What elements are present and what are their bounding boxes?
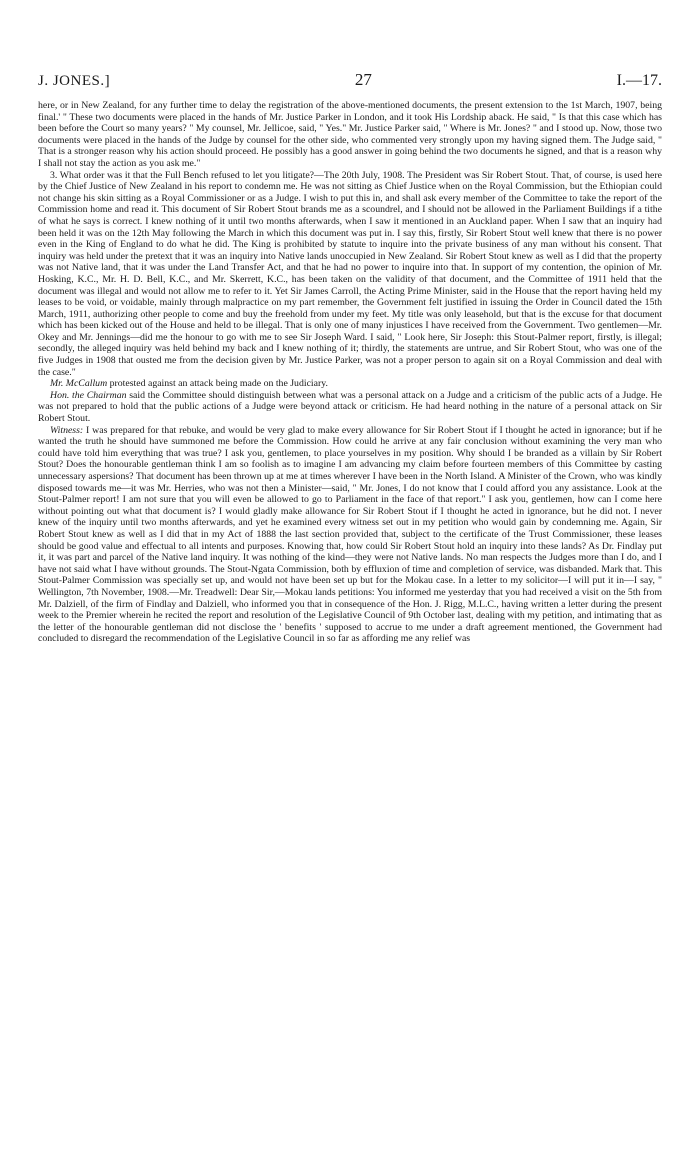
document-body bbox=[38, 100, 662, 645]
running-head-author: J. JONES.] bbox=[38, 73, 111, 89]
paragraph-text: I was prepared for that rebuke, and would be very glad to make every allowance for Sir Robert Stout if I thought he acted in ignorance; but if he wanted the truth he should have summoned me before the Commission. How could he arrive at any fair conclusion without examining the very man who could have told him everything that was true? I ask you, gentlemen, to place yourselves in my position. Why should I be branded as a villain by Sir Robert Stout? Does the honourable gentleman think I am so foolish as to imagine I am advancing my claim before fourteen members of this Committee by casting unnecessary aspersions? That document has been thrown up at me at times wherever I have been in the North Island. A Minister of the Crown, who was kindly disposed towards me—it was Mr. Herries, who was not then a Minister—said, " Mr. Jones, I do not know that I could afford you any assistance. Look at the Stout-Palmer report! I am not sure that you will even be allowed to go to Parliament in the face of that report." I ask you, gentlemen, how can I come here without pointing out what that document is? I would gladly make allowance for Sir Robert Stout if I thought he acted in ignorance, but he did not. I never knew of the inquiry until two months afterwards, and yet he examined every witness set out in my petition who would gain by condemning me. Again, Sir Robert Stout knew as well as I did that in my Act of 1888 the last section provided that, subject to the certificate of the Trust Commissioner, these leases should be good value and effectual to all intents and purposes. Knowing that, how could Sir Robert Stout hold an inquiry into these lands? As Dr. Findlay put it, it was part and parcel of the Native land inquiry. It was nothing of the kind—they were not Native lands. No man respects the Judges more than I do, and I have not said what I have without grounds. The Stout-Ngata Commission, both by effluxion of time and completion of service, was disbanded. Mark that. This Stout-Palmer Commission was specially set up, and would not have been set up but for the Mokau case. In a letter to my solicitor—I will put it in—I say, " Wellington, 7th November, 1908.—Mr. Treadwell: Dear Sir,—Mokau lands petitions: You informed me yesterday that you had received a visit on the 5th from Mr. Dalziell, of the firm of Findlay and Dalziell, who informed you that in consequence of the Hon. J. Rigg, M.L.C., having written a letter during the present week to the Premier wherein he recited the report and resolution of the Legislative Council of 9th October last, dealing with my petition, and intimating that as the letter of the honourable gentleman did not disclose the ' benefits ' supposed to accrue to me under a draft agreement mentioned, the Government had concluded to disregard the recommendation of the Legislative Council in so far as affording me any relief was bbox=[38, 424, 662, 645]
paragraph bbox=[38, 425, 662, 645]
speaker-name: Witness: bbox=[50, 424, 84, 436]
document-reference: I.—17. bbox=[616, 72, 662, 89]
paragraph bbox=[38, 390, 662, 425]
paragraph-text: protested against an attack being made on the Judiciary. bbox=[107, 378, 328, 390]
paragraph bbox=[38, 100, 662, 170]
speaker-name: Mr. McCallum bbox=[50, 378, 108, 390]
paragraph bbox=[38, 378, 662, 390]
paragraph-text: 3. What order was it that the Full Bench refused to let you litigate?—The 20th July, 1908. The President was Sir Robert Stout. That, of course, is used here by the Chief Justice of New Zealand in his report to condemn me. He was not sitting as Chief Justice when on the Royal Commission, but the Ethiopian could not change his skin sitting as a Royal Commissioner or as a Judge. I wish to put this in, and shall ask every member of the Committee to take the report of the Commission home and read it. This document of Sir Robert Stout brands me as a scoundrel, and I should not be allowed in the Parliament Buildings if a tithe of what he says is correct. I knew nothing of it until two months afterwards, when I saw it mentioned in an Auckland paper. When I saw that an inquiry had been held it was on the 12th May following the March in which this document was put in. I say this, firstly, Sir Robert Stout well knew that there is no power even in the King of England to do what he did. The King is prohibited by statute to inquire into the private business of any man without his consent. That inquiry was held under the pretext that it was an inquiry into Native lands unoccupied in New Zealand. Sir Robert Stout knew as well as I did that the property was not Native land, that it was under the Land Transfer Act, and that he had no power to inquire into that. In support of my contention, the opinion of Mr. Hosking, K.C., Mr. H. D. Bell, K.C., and Mr. Skerrett, K.C., has been taken on the validity of that document, and the Committee of 1911 held that the document was illegal and would not allow me to refer to it. Yet Sir James Carroll, the Acting Prime Minister, said in the House that the report having held my leases to be void, or voidable, mainly through malpractice on my part remember, the Government felt justified in issuing the Order in Council dated the 15th March, 1911, authorizing other people to come and buy the freehold from under my feet. My title was only leasehold, but that is the excuse for that document which has been kicked out of the House and held to be illegal. That is only one of many injustices I have received from the Government. Two gentlemen—Mr. Okey and Mr. Jennings—did me the honour to go with me to see Sir Joseph Ward. I said, " Look here, Sir Joseph: this Stout-Palmer report, firstly, is illegal; secondly, the alleged inquiry was held behind my back and I knew nothing of it; thirdly, the statements are untrue, and Sir Robert Stout, who was one of the five Judges in 1908 that ousted me from the decision given by Mr. Justice Parker, was not a proper person to again sit on a Royal Commission and deal with the case." bbox=[38, 169, 662, 378]
speaker-name: Hon. the Chairman bbox=[50, 389, 127, 401]
paragraph-text: said the Committee should distinguish between what was a personal attack on a Judge and a criticism of the public acts of a Judge. He was not prepared to hold that the public actions of a Judge were beyond attack or criticism. He had heard nothing in the nature of a personal attack on Sir Robert Stout. bbox=[38, 389, 662, 425]
page-header bbox=[38, 70, 662, 90]
page-number: 27 bbox=[354, 70, 372, 89]
paragraph bbox=[38, 170, 662, 379]
paragraph-text: here, or in New Zealand, for any further time to delay the registration of the above-mentioned documents, the present extension to the 1st March, 1907, being final.' " These two documents were placed in the hands of Mr. Justice Parker in London, and it took His Lordship aback. He said, " Is that this case which has been before the Court so many years? " My counsel, Mr. Jellicoe, said, " Yes." Mr. Justice Parker said, " Where is Mr. Jones? " and I stood up. Now, those two documents were placed in the hands of the Judge by counsel for the other side, who commented very strongly upon my having signed them. The Judge said, " That is a stronger reason why his action should proceed. He possibly has a good answer in going behind the two documents he signed, and that is a reason why I shall not stay the action as you ask me." bbox=[38, 100, 662, 169]
